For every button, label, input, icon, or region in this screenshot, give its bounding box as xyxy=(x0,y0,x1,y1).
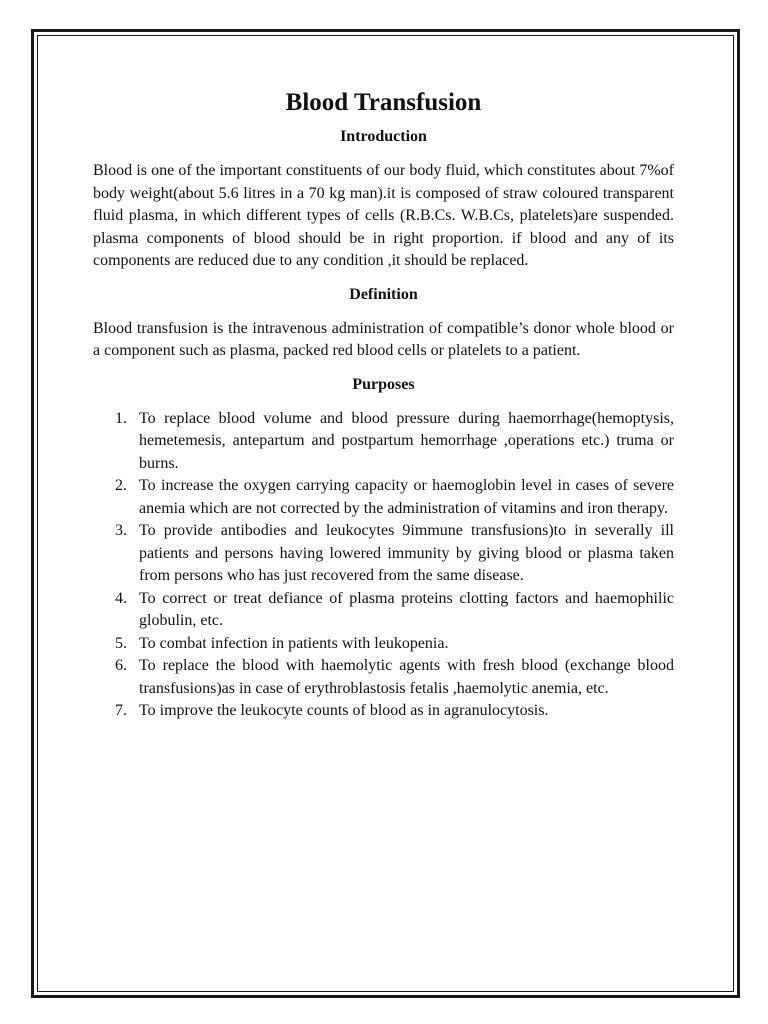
purpose-item xyxy=(93,520,674,588)
purpose-item xyxy=(93,655,674,700)
definition-paragraph: Blood transfusion is the intravenous administration of compatible’s donor whole blood or a component such as plasma, packed red blood cells or platelets to a patient. xyxy=(93,319,674,359)
purpose-text: To provide antibodies and leukocytes 9immune transfusions)to in severally ill patients and persons having lowered immunity by giving blood or plasma taken from persons who has just recovered from the same disease. xyxy=(139,522,674,584)
purpose-number: 1. xyxy=(115,409,127,427)
purpose-number: 4. xyxy=(115,589,127,607)
purpose-number: 3. xyxy=(115,522,127,539)
purpose-item xyxy=(93,408,674,476)
purpose-number: 7. xyxy=(115,702,127,719)
document-title: Blood Transfusion xyxy=(285,89,482,116)
introduction-paragraph: Blood is one of the important constituents of our body fluid, which constitutes about 7%of body weight(about 5.6 litres in a 70 kg man).it is composed of straw coloured transparent fluid plasma, in which different types of cells (R.B.Cs. W.B.Cs, platelets)are suspended. plasma components of blood should be in right proportion. if blood and any of its components are reduced due to any condition ,it should be replaced. xyxy=(93,162,674,269)
purpose-text: To improve the leukocyte counts of blood as in agranulocytosis. xyxy=(139,702,549,719)
purpose-number: 6. xyxy=(115,657,127,674)
purpose-text: To replace the blood with haemolytic agents with fresh blood (exchange blood transfusions)as in case of erythroblastosis fetalis ,haemolytic anemia, etc. xyxy=(139,657,674,697)
document-body xyxy=(93,86,674,723)
purposes-heading: Purposes xyxy=(352,375,415,393)
purpose-text: To increase the oxygen carrying capacity or haemoglobin level in cases of severe anemia which are not corrected by the administration of vitamins and iron therapy. xyxy=(139,477,674,517)
purpose-number: 2. xyxy=(115,477,127,494)
introduction-heading: Introduction xyxy=(340,128,427,145)
definition-heading: Definition xyxy=(349,285,418,303)
purpose-number: 5. xyxy=(115,634,127,652)
purpose-item xyxy=(93,475,674,520)
purpose-item xyxy=(93,588,674,633)
purpose-item xyxy=(93,633,674,656)
purpose-text: To correct or treat defiance of plasma proteins clotting factors and haemophilic globulin, etc. xyxy=(139,589,674,629)
purpose-item xyxy=(93,700,674,723)
purpose-text: To combat infection in patients with leukopenia. xyxy=(139,634,449,652)
purpose-text: To replace blood volume and blood pressure during haemorrhage(hemoptysis, hemetemesis, antepartum and postpartum hemorrhage ,operations etc.) truma or burns. xyxy=(139,409,674,472)
purposes-list xyxy=(93,408,674,723)
